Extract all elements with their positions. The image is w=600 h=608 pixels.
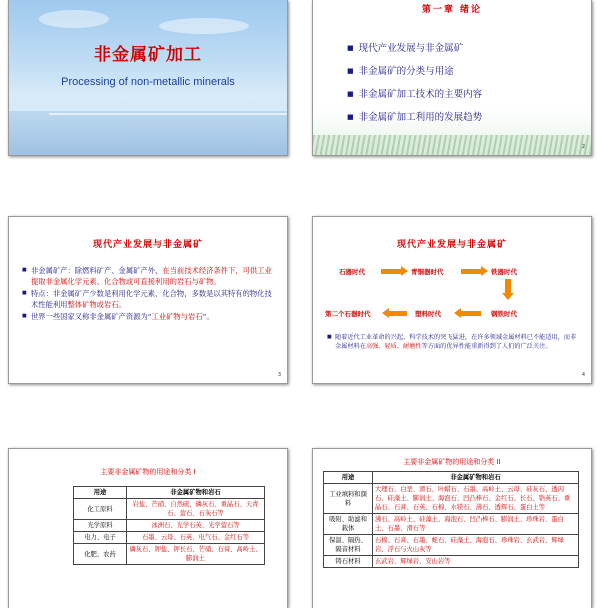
slide-table-1[interactable] <box>8 448 288 608</box>
arrow-right-icon <box>461 269 481 274</box>
era-second-stone-age: 第二个石器时代 <box>325 310 371 318</box>
slide-body <box>22 265 273 323</box>
arrow-right-icon <box>381 269 401 274</box>
note-text-end: 等方面的优异性能重新得到了人们的广泛关注。 <box>421 343 552 350</box>
use-cell: 光学原料 <box>74 520 127 532</box>
table-header-row <box>324 472 579 484</box>
column-header: 用途 <box>324 472 373 484</box>
slide-heading: 现代产业发展与非金属矿 <box>396 240 507 250</box>
minerals-cell: 石棉、石膏、石墨、蛭石、硅藻土、海泡石、珍珠岩、玄武岩、辉绿岩、浮石与火山灰等 <box>373 535 579 556</box>
era-steel-age: 钢铁时代 <box>491 310 517 318</box>
minerals-table <box>323 471 579 568</box>
note-highlight: 高强、轻质、耐磨性 <box>365 343 422 350</box>
minerals-cell: 沸石、高岭土、硅藻土、海泡石、凹凸棒石、膨润土、珍珠岩、蛋白土、石墨、滑石等 <box>373 514 579 535</box>
slide-table-2[interactable] <box>312 448 592 608</box>
naming-highlight: 工业矿物与岩石 <box>151 312 203 321</box>
page-number: 4 <box>581 372 585 378</box>
minerals-cell: 玄武岩、辉绿岩、安山岩等 <box>373 556 579 568</box>
list-item <box>22 311 273 322</box>
slide-heading: 现代产业发展与非金属矿 <box>92 240 203 250</box>
chapter-heading: 第一章 绪论 <box>421 5 483 15</box>
table-row <box>324 514 579 535</box>
table-title: 主要非金属矿物的用途和分类 I <box>100 468 196 476</box>
page-number: 3 <box>277 372 281 378</box>
use-cell: 化肥、农药 <box>74 544 127 565</box>
column-header: 非金属矿物和岩石 <box>373 472 579 484</box>
arrow-down-icon <box>505 279 511 293</box>
use-cell: 吸附、助滤和载体 <box>324 514 373 535</box>
use-cell: 电力、电子 <box>74 532 127 544</box>
column-header: 用途 <box>74 487 127 499</box>
list-item <box>22 265 273 287</box>
minerals-cell: 岩盐、芒硝、自然硫、磷灰石、重晶石、天青石、萤石、石灰石等 <box>127 499 265 520</box>
definition-text: 非金属矿产：除燃料矿产、金属矿产外， <box>31 266 163 275</box>
presentation-subtitle: Processing of non-metallic minerals <box>61 76 235 88</box>
table-row <box>74 499 265 520</box>
list-item: ■ 现代产业发展与非金属矿 <box>347 40 482 54</box>
note-text: 随着近代工业革命的兴起、科学技术的突飞猛进，在许多领域金属材料已不能适用，而非金属材料在 <box>335 334 577 350</box>
naming-text-end: ”。 <box>202 312 214 321</box>
outline-list <box>347 40 482 132</box>
arrow-left-icon <box>461 311 481 316</box>
use-cell: 工业填料和颜料 <box>324 484 373 514</box>
table-row <box>74 532 265 544</box>
slide-outline[interactable] <box>312 0 592 156</box>
minerals-cell: 磷灰石、钾盐、钾长石、芒硝、石膏、高岭土、膨润土 <box>127 544 265 565</box>
table-row <box>74 520 265 532</box>
table-row <box>324 535 579 556</box>
list-item: ■ 非金属矿加工利用的发展趋势 <box>347 109 482 123</box>
minerals-cell: 石墨、云母、石英、电气石、金红石等 <box>127 532 265 544</box>
table-row <box>324 484 579 514</box>
feature-highlight: 整体矿物或岩石。 <box>67 300 126 309</box>
feature-text: 特点：非金属矿产少数是利用化学元素、化合物，多数是以其特有的物化技术性能利用 <box>31 289 272 309</box>
era-bronze-age: 青铜器时代 <box>411 268 444 276</box>
era-iron-age: 铁器时代 <box>491 268 517 276</box>
list-item: ■ 非金属矿的分类与用途 <box>347 63 482 77</box>
cloud-decoration <box>39 10 109 28</box>
presentation-title: 非金属矿加工 <box>94 45 202 65</box>
definition-highlight: 在当前技术经济条件下，可供工业提取非金属化学元素、化合物或可直接利用的岩石与矿物。 <box>31 266 272 286</box>
slide-definitions[interactable] <box>8 216 288 384</box>
grass-decoration <box>313 135 591 155</box>
bridge-decoration <box>49 113 287 115</box>
page-number: 2 <box>581 144 585 150</box>
minerals-cell: 冰洲石、光学石英、光学萤石等 <box>127 520 265 532</box>
minerals-cell: 大理石、白垩、滑石、叶蜡石、石墨、高岭土、云母、硅灰石、透闪石、硅藻土、膨润土、海泡石、凹凸棒石、金红石、长石、锆英石、重晶石、石膏、石英、石棉、水镁石、沸石、透辉石、蛋白土等 <box>373 484 579 514</box>
table-title: 主要非金属矿物的用途和分类 II <box>403 458 501 466</box>
use-cell: 化工原料 <box>74 499 127 520</box>
list-item: ■ 非金属矿加工技术的主要内容 <box>347 86 482 100</box>
table-header-row <box>74 487 265 499</box>
sea-background <box>9 111 287 155</box>
list-item <box>22 288 273 310</box>
use-cell: 保温、隔热、隔音材料 <box>324 535 373 556</box>
arrow-left-icon <box>389 311 407 316</box>
column-header: 非金属矿物和岩石 <box>127 487 265 499</box>
slide-era-flow[interactable] <box>312 216 592 384</box>
cloud-decoration <box>159 18 249 34</box>
era-note <box>327 333 577 351</box>
slide-title[interactable] <box>8 0 288 156</box>
era-stone-age: 石器时代 <box>339 268 365 276</box>
era-plastic-age: 塑料时代 <box>415 310 441 318</box>
minerals-table <box>73 486 265 565</box>
table-row <box>74 544 265 565</box>
naming-text: 世界一些国家又称非金属矿产资源为“ <box>31 312 152 321</box>
use-cell: 铸石材料 <box>324 556 373 568</box>
table-row <box>324 556 579 568</box>
